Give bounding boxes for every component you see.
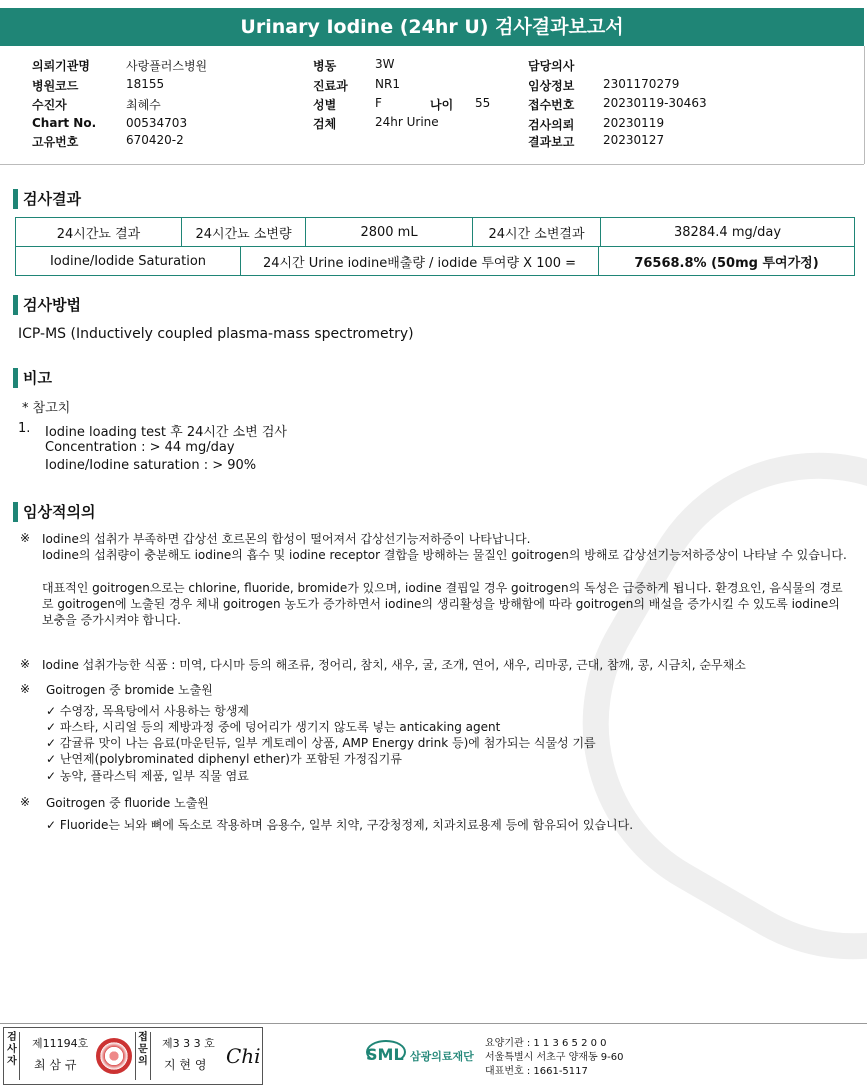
cell-urine-result-label: 24시간 소변결과: [473, 218, 601, 247]
reference-mark: ※: [20, 657, 31, 671]
value-age: 55: [475, 96, 491, 110]
label-ward: 병동: [313, 59, 337, 73]
value-request-date: 20230119: [603, 116, 665, 130]
clinical-paragraph-3: 대표적인 goitrogen으로는 chlorine, fluoride, bromide가 있으며, iodine 결핍일 경우 goitrogen의 독성은 급증하게 됩니다. 환경요인, 음식물의 경로로 goitrogen에 노출된 경우 체내 goitrogen 농도가 증가하면서 iodine의 생리활성을 방해함에 따라 goitrogen의 배설을 증가시킬 수 있도록 iodine의 보충을 증가시켜야 합니다.: [42, 581, 843, 627]
label-request-date: 검사의뢰: [528, 118, 575, 132]
reference-mark: ※: [20, 795, 31, 809]
iodine-foods: Iodine 섭취가능한 식품 : 미역, 다시마 등의 해조류, 정어리, 참치, 새우, 굴, 조개, 연어, 새우, 리마콩, 근대, 참깨, 콩, 시금치, 순무채소: [42, 658, 746, 672]
value-chart-no: 00534703: [126, 116, 188, 130]
inspector-name: 최 삼 규: [34, 1058, 77, 1072]
cell-saturation-label: Iodine/Iodide Saturation: [16, 247, 241, 276]
fluoride-item: ✓ Fluoride는 뇌와 뼈에 독소로 작용하며 음용수, 일부 치약, 구강청정제, 치과치료용제 등에 함유되어 있습니다.: [46, 818, 634, 832]
clinical-paragraph-2: Iodine의 섭취량이 충분해도 iodine의 흡수 및 iodine receptor 결합을 방해하는 물질인 goitrogen의 방해로 갑상선기능저하증상이 나타날 수 있습니다.: [42, 548, 847, 562]
label-unique-no: 고유번호: [32, 135, 79, 149]
confirm-number: 제3 3 3 호: [162, 1037, 215, 1050]
bromide-item: ✓ 난연제(polybrominated diphenyl ether)가 포함된 가정집기류: [46, 752, 402, 766]
value-hospital-code: 18155: [126, 77, 165, 91]
cell-urine-volume-value: 2800 mL: [306, 218, 473, 247]
section-title-method: 검사방법: [13, 295, 81, 315]
cell-saturation-value: 76568.8% (50mg 투여가정): [599, 247, 855, 276]
section-title-result: 검사결과: [13, 189, 81, 209]
section-title-clinical: 임상적의의: [13, 502, 95, 522]
signature-box: [3, 1027, 263, 1085]
label-clinical-info: 임상정보: [528, 79, 575, 93]
bromide-item: ✓ 농약, 플라스틱 제품, 일부 직물 염료: [46, 769, 249, 783]
value-receipt-no: 20230119-30463: [603, 96, 707, 110]
confirm-name: 지 현 영: [164, 1058, 207, 1072]
address: 서울특별시 서초구 양재동 9-60: [485, 1052, 624, 1063]
fluoride-title: Goitrogen 중 fluoride 노출원: [46, 796, 209, 810]
foundation-name: 삼광의료재단: [410, 1050, 474, 1063]
confirm-label: 접문의: [135, 1032, 151, 1080]
label-doctor: 담당의사: [528, 59, 575, 73]
patient-header: [0, 0, 864, 165]
bromide-item: ✓ 감귤류 맛이 나는 음료(마운틴듀, 일부 게토레이 상품, AMP Energy drink 등)에 첨가되는 식물성 기름: [46, 736, 596, 750]
inspector-label: 검사자: [5, 1032, 20, 1080]
label-age: 나이: [430, 98, 454, 112]
seal-stamp: [96, 1038, 132, 1074]
cell-24h-result-label: 24시간뇨 결과: [16, 218, 182, 247]
sml-logo: SML: [366, 1045, 404, 1064]
value-institution: 사랑플러스병원: [126, 59, 208, 73]
cell-urine-result-value: 38284.4 mg/day: [601, 218, 855, 247]
result-table: [15, 217, 855, 247]
label-institution: 의뢰기관명: [32, 59, 90, 73]
label-sex: 성별: [313, 98, 337, 112]
table-row: [16, 247, 855, 276]
value-patient: 최혜수: [126, 98, 161, 112]
cell-urine-volume-label: 24시간뇨 소변량: [182, 218, 306, 247]
saturation-table: [15, 246, 855, 276]
value-report-date: 20230127: [603, 133, 665, 147]
note-concentration: Concentration : > 44 mg/day: [45, 440, 235, 455]
org-code: 요양기관 : 1 1 3 6 5 2 0 0: [485, 1038, 607, 1049]
bromide-item: ✓ 파스타, 시리얼 등의 제방과정 중에 덩어리가 생기지 않도록 넣는 anticaking agent: [46, 720, 501, 734]
label-receipt-no: 접수번호: [528, 98, 575, 112]
label-report-date: 결과보고: [528, 135, 575, 149]
label-patient: 수진자: [32, 98, 67, 112]
label-specimen: 검체: [313, 117, 337, 131]
label-chart-no: Chart No.: [32, 116, 97, 130]
bromide-title: Goitrogen 중 bromide 노출원: [46, 683, 213, 697]
bromide-item: ✓ 수영장, 목욕탕에서 사용하는 항생제: [46, 704, 250, 718]
value-department: NR1: [375, 77, 400, 91]
note-number: 1.: [18, 421, 31, 436]
label-hospital-code: 병원코드: [32, 79, 79, 93]
note-reference: * 참고치: [22, 401, 71, 416]
table-row: [16, 218, 855, 247]
cell-saturation-formula: 24시간 Urine iodine배출량 / iodide 투여량 X 100 =: [241, 247, 599, 276]
value-clinical-info: 2301170279: [603, 77, 680, 91]
reference-mark: ※: [20, 531, 31, 545]
note-saturation: Iodine/Iodine saturation : > 90%: [45, 458, 257, 473]
inspector-number: 제11194호: [32, 1037, 89, 1050]
phone: 대표번호 : 1661-5117: [485, 1066, 588, 1077]
method-text: ICP-MS (Inductively coupled plasma-mass spectrometry): [18, 326, 414, 342]
report-title: Urinary Iodine (24hr U) 검사결과보고서: [0, 8, 864, 46]
note-item: Iodine loading test 후 24시간 소변 검사: [45, 425, 287, 440]
signature: Chi: [226, 1044, 261, 1068]
section-title-note: 비고: [13, 368, 52, 388]
value-specimen: 24hr Urine: [375, 115, 439, 129]
reference-mark: ※: [20, 682, 31, 696]
label-department: 진료과: [313, 79, 348, 93]
value-unique-no: 670420-2: [126, 133, 184, 147]
clinical-paragraph-1: Iodine의 섭취가 부족하면 갑상선 호르몬의 합성이 떨어져서 갑상선기능저하증이 나타납니다.: [42, 532, 531, 546]
watermark-logo: [514, 384, 867, 1029]
value-sex: F: [375, 96, 382, 110]
header-right-border: [864, 46, 865, 164]
header-divider: [0, 164, 864, 165]
value-ward: 3W: [375, 57, 395, 71]
